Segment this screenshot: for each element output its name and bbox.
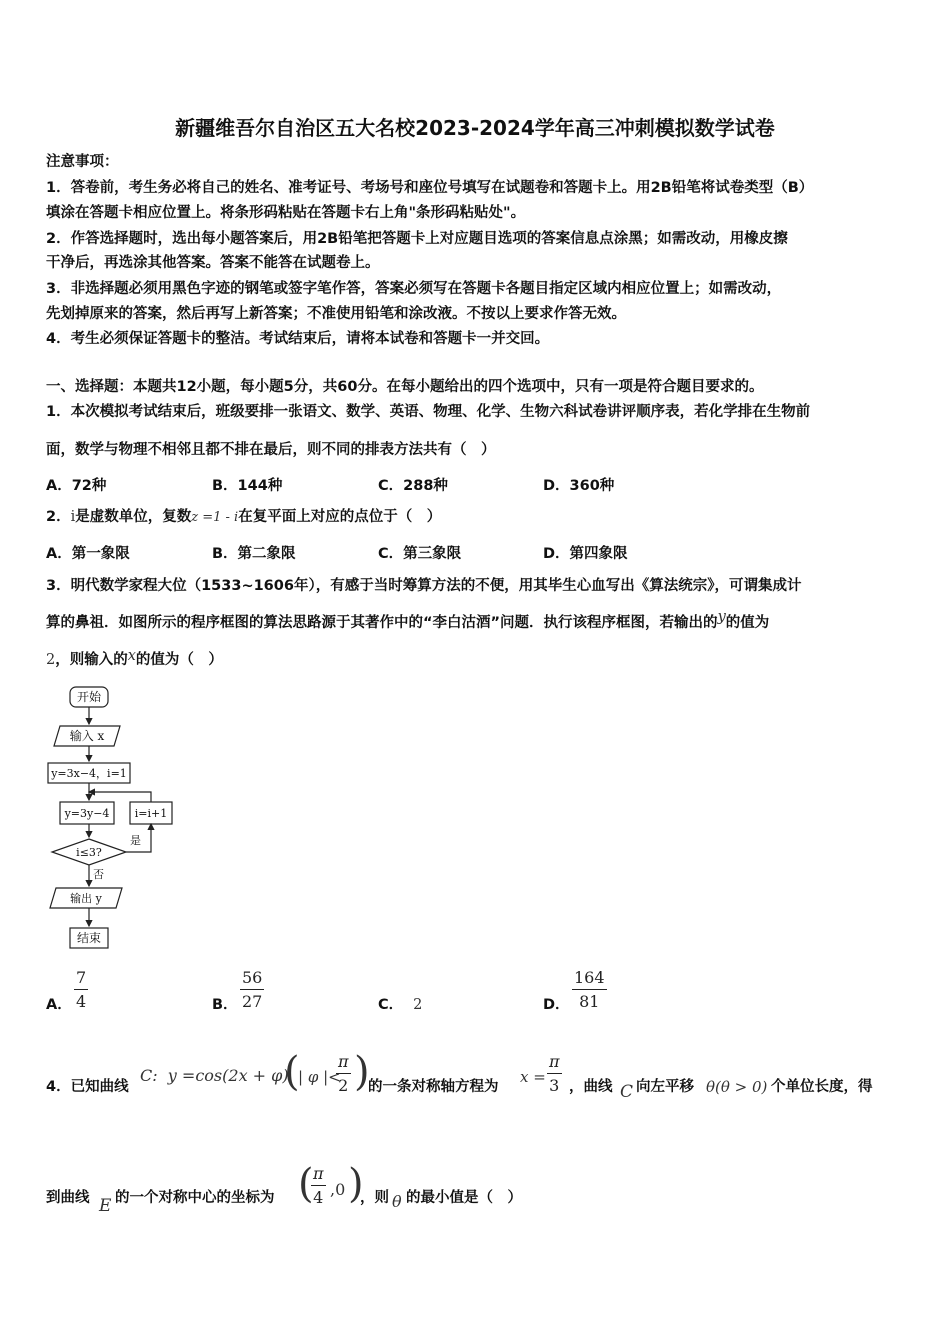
q4-coord-paren-right: ) <box>348 1161 364 1207</box>
q2-option-b[interactable]: B．第二象限 <box>212 546 296 562</box>
question-4-text: 的一个对称中心的坐标为 <box>115 1190 275 1206</box>
q1-option-d[interactable]: D．360种 <box>543 478 615 494</box>
flow-input-label: 输入 x <box>69 729 105 743</box>
q4-paren-right: ) <box>354 1049 370 1095</box>
q4-x-eq: x = <box>520 1068 546 1086</box>
flow-init-label: y=3x−4，i=1 <box>51 767 127 780</box>
flow-start-label: 开始 <box>76 690 102 704</box>
question-2-text: 2．i是虚数单位，复数z =1 - i在复平面上对应的点位于（ ） <box>46 509 442 525</box>
question-1-text: 面，数学与物理不相邻且都不排在最后，则不同的排表方法共有（ ） <box>46 442 496 458</box>
q4-pi-over-4: π 4 <box>313 1164 324 1207</box>
question-3-text: 算的鼻祖．如图所示的程序框图的算法思路源于其著作中的“李白沽酒”问题．执行该程序框图，若输出的y的值为 <box>46 609 770 631</box>
question-4-text: 到曲线 <box>46 1190 90 1206</box>
q3-option-b[interactable]: B． <box>212 997 238 1013</box>
q2-option-c[interactable]: C．第三象限 <box>378 546 462 562</box>
question-4-text: 4．已知曲线 <box>46 1079 129 1095</box>
q4-theta: θ <box>392 1192 402 1211</box>
question-4-text: 向左平移 <box>636 1079 694 1095</box>
notice-line: 4．考生必须保证答题卡的整洁。考试结束后，请将本试卷和答题卡一并交回。 <box>46 331 550 347</box>
q1-option-c[interactable]: C．288种 <box>378 478 448 494</box>
notice-line: 3．非选择题必须用黑色字迹的钢笔或签字笔作答，答案必须写在答题卡各题目指定区域内相应位置上；如需改动， <box>46 281 782 297</box>
q3-option-c[interactable]: C． 2 <box>378 997 423 1013</box>
q4-coord-paren-left: ( <box>298 1161 314 1207</box>
notice-line: 先划掉原来的答案，然后再写上新答案；不准使用铅笔和涂改液。不按以上要求作答无效。 <box>46 306 626 322</box>
q4-coord-zero: ,0 <box>330 1180 346 1199</box>
q4-curve-expr: C: y =cos(2x + φ) <box>140 1066 289 1085</box>
flow-end-label: 结束 <box>76 931 102 945</box>
q1-option-b[interactable]: B．144种 <box>212 478 283 494</box>
question-1-text: 1．本次模拟考试结束后，班级要排一张语文、数学、英语、物理、化学、生物六科试卷讲评顺序表，若化学排在生物前 <box>46 404 811 420</box>
q4-paren-left: ( <box>284 1049 300 1095</box>
q3-option-d-fraction: 164 81 <box>574 968 605 1011</box>
flow-output-label: 输出 y <box>70 892 102 905</box>
question-4-text: 的一条对称轴方程为 <box>368 1079 499 1095</box>
q3-option-b-fraction: 56 27 <box>242 968 263 1011</box>
notice-header: 注意事项： <box>46 154 119 170</box>
q3-option-d[interactable]: D． <box>543 997 570 1013</box>
notice-line: 干净后，再选涂其他答案。答案不能答在试题卷上。 <box>46 255 380 271</box>
q4-pi-over-3: π 3 <box>549 1052 560 1095</box>
flow-no-label: 否 <box>93 868 104 881</box>
flow-update-i-label: i=i+1 <box>134 807 168 820</box>
question-4-text: 的最小值是（ ） <box>406 1190 522 1206</box>
q4-pi-over-2: π 2 <box>338 1052 349 1095</box>
page-title: 新疆维吾尔自治区五大名校2023-2024学年高三冲刺模拟数学试卷 <box>175 116 775 140</box>
question-4-text: ，曲线 <box>569 1079 613 1095</box>
section-heading: 一、选择题：本题共12小题，每小题5分，共60分。在每小题给出的四个选项中，只有一项是符合题目要求的。 <box>46 379 764 395</box>
q3-option-a[interactable]: A． <box>46 997 72 1013</box>
q2-option-a[interactable]: A．第一象限 <box>46 546 130 562</box>
q4-theta-cond: θ(θ > 0) <box>706 1078 768 1096</box>
notice-line: 2．作答选择题时，选出每小题答案后，用2B铅笔把答题卡上对应题目选项的答案信息点涂黑；如需改动，用橡皮擦 <box>46 231 788 247</box>
q4-curve-e: E <box>99 1196 112 1216</box>
program-flowchart <box>40 684 190 954</box>
notice-line: 1．答卷前，考生务必将自己的姓名、准考证号、考场号和座位号填写在试题卷和答题卡上。用2B铅笔将试卷类型（B） <box>46 180 814 196</box>
q2-option-d[interactable]: D．第四象限 <box>543 546 628 562</box>
question-3-text: 2，则输入的x的值为（ ） <box>46 648 223 668</box>
question-4-text: 个单位长度，得 <box>771 1079 873 1095</box>
q3-option-a-fraction: 7 4 <box>76 968 87 1011</box>
flow-yes-label: 是 <box>130 834 141 847</box>
flow-condition-label: i≤3? <box>76 846 102 859</box>
question-4-text: ，则 <box>360 1190 389 1206</box>
q1-option-a[interactable]: A．72种 <box>46 478 107 494</box>
flow-update-y-label: y=3y−4 <box>64 807 110 820</box>
question-3-text: 3．明代数学家程大位（1533~1606年），有感于当时筹算方法的不便，用其毕生心血写出《算法统宗》，可谓集成计 <box>46 578 802 594</box>
q4-phi-cond: | φ |< <box>298 1068 341 1086</box>
notice-line: 填涂在答题卡相应位置上。将条形码粘贴在答题卡右上角"条形码粘贴处"。 <box>46 205 526 221</box>
q4-curve-c: C <box>620 1082 634 1102</box>
